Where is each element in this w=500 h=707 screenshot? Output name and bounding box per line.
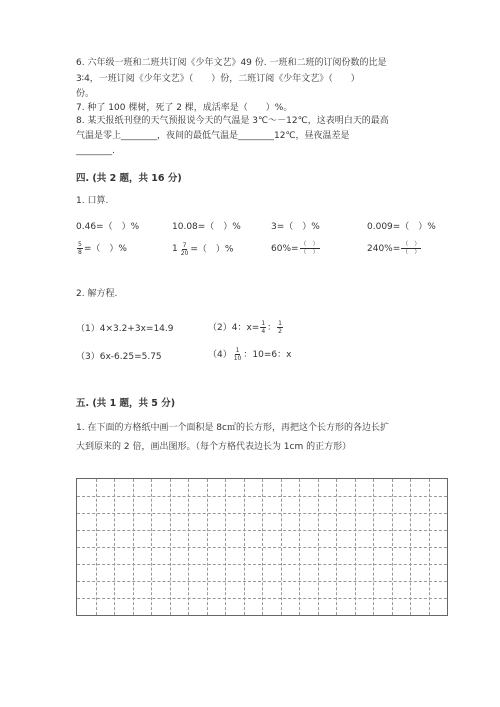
question-6-line-1: 6. 六年级一班和二班共订阅《少年文艺》49 份. 一班和二班的订阅份数的比是 <box>76 58 387 68</box>
answer-blank: =（ ）% <box>83 244 127 254</box>
denominator-blank: （ ） <box>402 249 421 256</box>
equation-tail: ：10=6：x <box>243 350 292 360</box>
numerator-blank: （ ） <box>300 241 319 248</box>
ratio-sign: ： <box>267 323 277 333</box>
oral-calc-1: 0.46=（ ）% <box>76 222 140 232</box>
oral-calc-3: 3=（ ）% <box>271 222 320 232</box>
denominator-blank: （ ） <box>300 249 319 256</box>
numerator: 5 <box>78 241 82 248</box>
grid-line-horizontal <box>77 564 447 565</box>
denominator: 8 <box>78 249 82 256</box>
denominator: 10 <box>233 355 242 362</box>
fraction <box>77 241 83 256</box>
fraction <box>233 347 243 362</box>
denominator: 2 <box>278 328 282 335</box>
grid-paper <box>76 478 448 616</box>
question-6-line-2: 3∶4，一班订阅《少年文艺》（ ）份，二班订阅《少年文艺》（ ） <box>76 74 360 84</box>
grid-line-horizontal <box>77 581 447 582</box>
mixed-number <box>172 241 190 257</box>
question-6-line-3: 份。 <box>76 89 95 99</box>
grid-line-horizontal <box>77 513 447 514</box>
oral-calc-title: 1. 口算. <box>76 196 109 206</box>
section-5-question-line-2: 大到原来的 2 倍，画出图形。（每个方格代表边长为 1cm 的正方形） <box>76 442 352 452</box>
equation-1: （1）4×3.2+3x=14.9 <box>76 324 174 334</box>
numerator: 7 <box>182 241 187 249</box>
question-8-line-2: 气温是零上________，夜间的最低气温是________12℃，昼夜温差是 <box>76 131 350 141</box>
fraction <box>260 320 266 335</box>
denominator: 20 <box>180 249 189 257</box>
question-8-line-1: 8. 某天报纸刊登的天气预报说今天的气温是 3℃～－12℃，这表明白天的最高 <box>76 116 389 126</box>
oral-calc-4: 0.009=（ ）% <box>367 222 436 232</box>
grid-line-horizontal <box>77 547 447 548</box>
equations-title: 2. 解方程. <box>76 289 118 299</box>
numerator: 1 <box>235 347 240 354</box>
oral-calc-6 <box>172 241 233 258</box>
numerator: 1 <box>278 320 282 327</box>
oral-calc-7 <box>271 241 321 257</box>
expression: 60%= <box>271 244 299 254</box>
grid-line-horizontal <box>77 530 447 531</box>
numerator: 1 <box>261 320 266 327</box>
oral-calc-2: 10.08=（ ）% <box>172 222 241 232</box>
answer-blank: =（ ）% <box>190 244 234 255</box>
expression: 240%= <box>367 244 401 254</box>
equation-4 <box>208 347 291 363</box>
grid-line-horizontal <box>77 598 447 599</box>
fraction <box>277 320 283 335</box>
oral-calc-5 <box>76 241 127 257</box>
section-5-question-line-1: 1. 在下面的方格纸中画一个面积是 8c㎡的长方形，再把这个长方形的各边长扩 <box>76 423 389 433</box>
whole-part: 1 <box>172 244 178 254</box>
answer-fraction <box>401 241 421 256</box>
equation-lead: （4） <box>208 350 232 360</box>
equation-2 <box>208 320 284 336</box>
grid-line-horizontal <box>77 496 447 497</box>
question-8-line-3: ________. <box>76 146 115 156</box>
section-4-title: 四. (共 2 题，共 16 分) <box>76 173 182 184</box>
oral-calc-8 <box>367 241 422 257</box>
answer-fraction <box>300 241 320 256</box>
equation-3: （3）6x-6.25=5.75 <box>76 352 162 362</box>
denominator: 4 <box>261 328 266 335</box>
question-7: 7. 种了 100 棵树，死了 2 棵，成活率是（ ）%。 <box>76 103 293 113</box>
section-5-title: 五. (共 1 题，共 5 分) <box>76 398 176 409</box>
fraction <box>180 242 190 257</box>
equation-lead: （2）4：x= <box>208 323 260 333</box>
numerator-blank: （ ） <box>402 241 421 248</box>
